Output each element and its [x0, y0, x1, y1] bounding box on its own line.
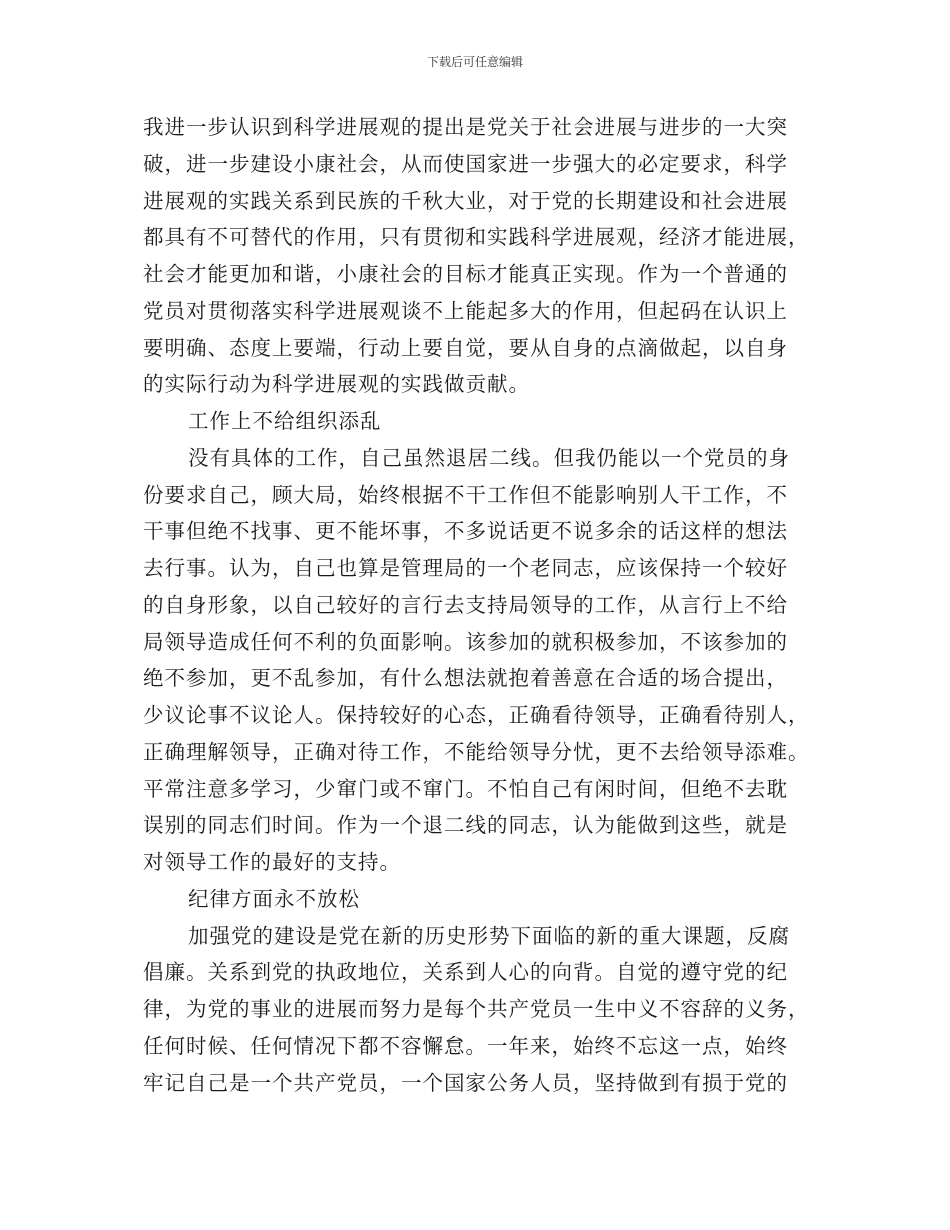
header-note: 下载后可任意编辑: [426, 55, 523, 69]
text-line: 份要求自己，顾大局，始终根据不干工作但不能影响别人干工作，不: [143, 482, 788, 507]
text-line: 平常注意多学习，少窜门或不窜门。不怕自己有闲时间，但绝不去耽: [143, 776, 788, 801]
text-line: 进展观的实践关系到民族的千秋大业，对于党的长期建设和社会进展: [143, 188, 788, 213]
text-line: 没有具体的工作，自己虽然退居二线。但我仍能以一个党员的身: [188, 445, 790, 470]
text-line: 要明确、态度上要端，行动上要自觉，要从自身的点滴做起，以自身: [143, 335, 788, 360]
text-line: 社会才能更加和谐，小康社会的目标才能真正实现。作为一个普通的: [143, 262, 788, 286]
text-line: 破，进一步建设小康社会，从而使国家进一步强大的必定要求，科学: [143, 151, 788, 176]
text-line: 牢记自己是一个共产党员，一个国家公务人员，坚持做到有损于党的: [143, 1070, 788, 1095]
body-text: [143, 109, 811, 1101]
text-line: 误别的同志们时间。作为一个退二线的同志，认为能做到这些，就是: [143, 813, 788, 838]
text-line: 任何时候、任何情况下都不容懈怠。一年来，始终不忘这一点，始终: [143, 1033, 788, 1058]
text-line: 的自身形象，以自己较好的言行去支持局领导的工作，从言行上不给: [143, 592, 788, 617]
text-line: 倡廉。关系到党的执政地位，关系到人心的向背。自觉的遵守党的纪: [143, 960, 788, 985]
text-line: 工作上不给组织添乱: [188, 409, 382, 433]
text-line: 去行事。认为，自己也算是管理局的一个老同志，应该保持一个较好: [143, 556, 788, 580]
text-line: 少议论事不议论人。保持较好的心态，正确看待领导，正确看待别人，: [143, 703, 810, 727]
text-line: 绝不参加，更不乱参加，有什么想法就抱着善意在合适的场合提出，: [143, 666, 788, 691]
text-line: 局领导造成任何不利的负面影响。该参加的就积极参加，不该参加的: [143, 629, 788, 654]
text-line: 加强党的建设是党在新的历史形势下面临的新的重大课题，反腐: [188, 923, 790, 948]
text-line: 律，为党的事业的进展而努力是每个共产党员一生中义不容辞的义务，: [143, 997, 810, 1021]
text-line: 对领导工作的最好的支持。: [143, 850, 401, 874]
text-line: 纪律方面永不放松: [188, 886, 360, 911]
text-line: 的实际行动为科学进展观的实践做贡献。: [143, 372, 530, 397]
text-line: 我进一步认识到科学进展观的提出是党关于社会进展与进步的一大突: [143, 115, 788, 139]
text-line: 干事但绝不找事、更不能坏事，不多说话更不说多余的话这样的想法: [143, 519, 788, 544]
text-line: 正确理解领导，正确对待工作，不能给领导分忧，更不去给领导添难。: [143, 739, 810, 764]
text-line: 党员对贯彻落实科学进展观谈不上能起多大的作用，但起码在认识上: [143, 298, 788, 323]
text-line: 都具有不可替代的作用，只有贯彻和实践科学进展观，经济才能进展，: [143, 225, 810, 250]
